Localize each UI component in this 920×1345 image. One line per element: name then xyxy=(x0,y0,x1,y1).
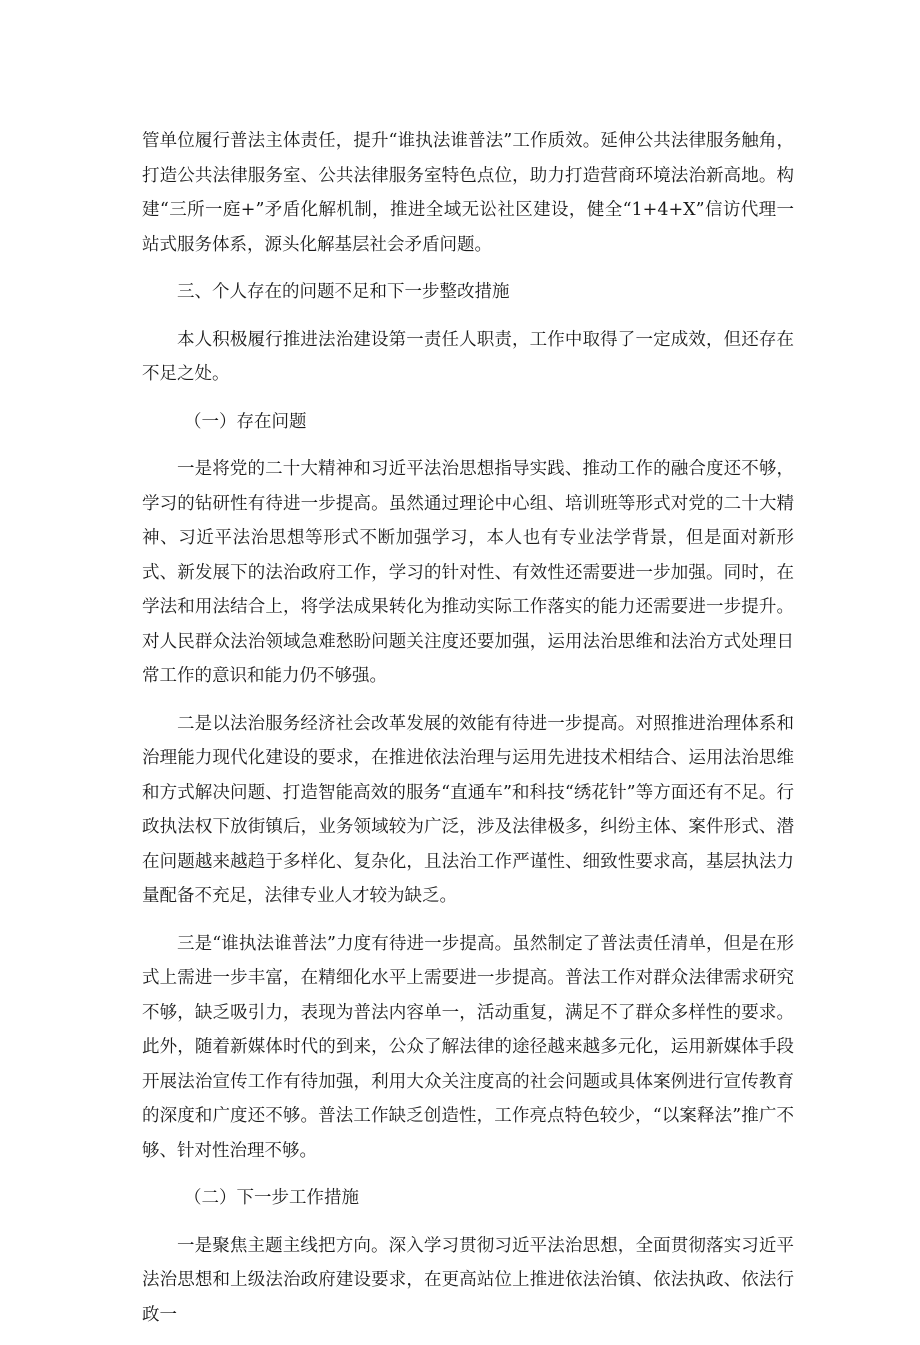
paragraph-intro: 本人积极履行推进法治建设第一责任人职责，工作中取得了一定成效，但还存在不足之处。 xyxy=(142,329,794,384)
paragraph-problem-1: 一是将党的二十大精神和习近平法治思想指导实践、推动工作的融合度还不够，学习的钻研性有待进一步提高。虽然通过理论中心组、培训班等形式对党的二十大精神、习近平法治思想等形式不断加强学习，本人也有专业法学背景，但是面对新形式、新发展下的法治政府工作，学习的针对性、有效性还需要进一步加强。同时，在学法和用法结合上，将学法成果转化为推动实际工作落实的能力还需要进一步提升。对人民群众法治领域急难愁盼问题关注度还要加强，运用法治思维和法治方式处理日常工作的意识和能力仍不够强。 xyxy=(142,459,794,686)
paragraph-measure-1: 一是聚焦主题主线把方向。深入学习贯彻习近平法治思想，全面贯彻落实习近平法治思想和上级法治政府建设要求，在更高站位上推进依法治镇、依法执政、依法行政一 xyxy=(142,1235,794,1325)
subsection-heading-problems: （一）存在问题 xyxy=(184,411,307,432)
paragraph-problem-2: 二是以法治服务经济社会改革发展的效能有待进一步提高。对照推进治理体系和治理能力现代化建设的要求，在推进依法治理与运用先进技术相结合、运用法治思维和方式解决问题、打造智能高效的服务“直通车”和科技“绣花针”等方面还有不足。行政执法权下放街镇后，业务领域较为广泛，涉及法律极多，纠纷主体、案件形式、潜在问题越来越趋于多样化、复杂化，且法治工作严谨性、细致性要求高，基层执法力量配备不充足，法律专业人才较为缺乏。 xyxy=(142,713,794,906)
section-heading: 三、个人存在的问题不足和下一步整改措施 xyxy=(177,282,510,302)
paragraph-problem-3: 三是“谁执法谁普法”力度有待进一步提高。虽然制定了普法责任清单，但是在形式上需进一步丰富，在精细化水平上需要进一步提高。普法工作对群众法律需求研究不够，缺乏吸引力，表现为普法内容单一，活动重复，满足不了群众多样性的要求。此外，随着新媒体时代的到来，公众了解法律的途径越来越多元化，运用新媒体手段开展法治宣传工作有待加强，利用大众关注度高的社会问题或具体案例进行宣传教育的深度和广度还不够。普法工作缺乏创造性，工作亮点特色较少，“以案释法”推广不够、针对性治理不够。 xyxy=(142,933,794,1161)
document-body xyxy=(142,124,794,1345)
subsection-heading-next-steps: （二）下一步工作措施 xyxy=(184,1188,359,1208)
paragraph-continuation: 管单位履行普法主体责任，提升“谁执法谁普法”工作质效。延伸公共法律服务触角，打造公共法律服务室、公共法律服务室特色点位，助力打造营商环境法治新高地。构建“三所一庭+”矛盾化解机制，推进全域无讼社区建设，健全“1+4+X”信访代理一站式服务体系，源头化解基层社会矛盾问题。 xyxy=(142,131,794,255)
